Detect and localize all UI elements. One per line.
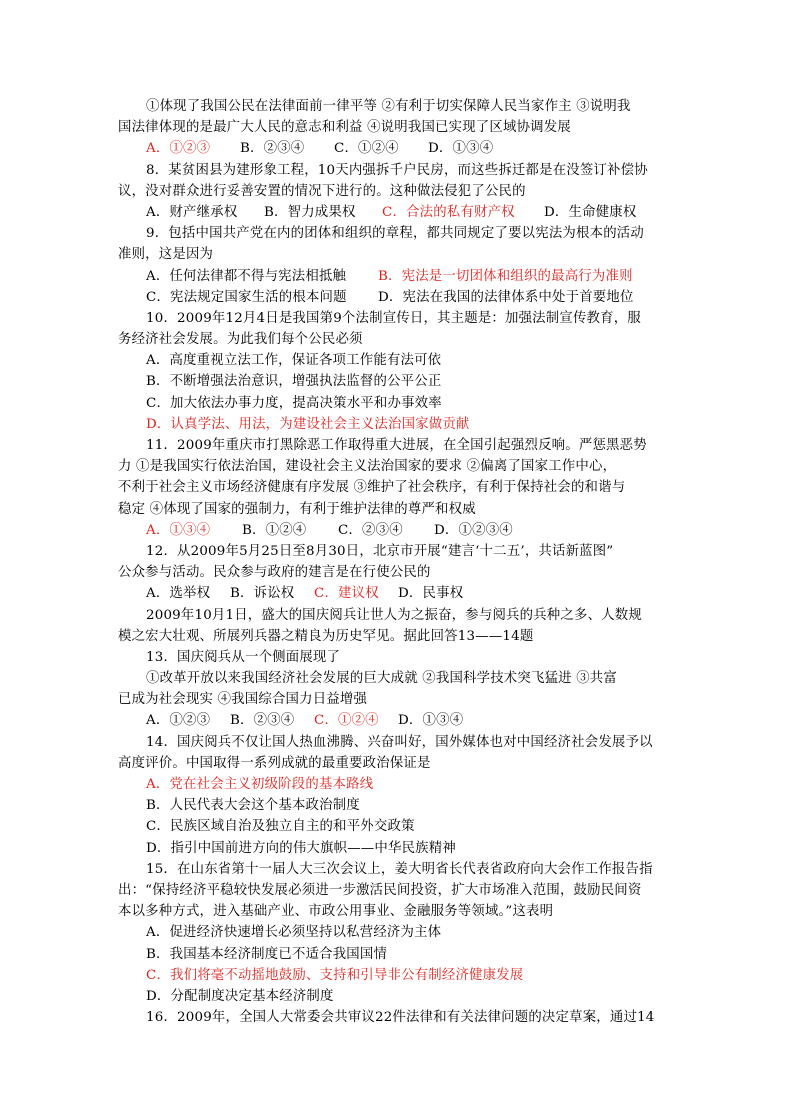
q13-option-a: A．①②③ [146, 713, 211, 729]
q7-option-a: A．①②③ [146, 141, 211, 157]
q11-line4: 稳定 ④体现了国家的强制力，有利于维护法律的尊严和权威 [118, 501, 476, 517]
q15-option-b: B．我国基本经济制度已不适合我国国情 [146, 946, 388, 962]
q11-options [118, 520, 674, 541]
q8-line1: 8．某贫困县为建形象工程，10天内强拆千户民房，而这些拆迁都是在没签订补偿协 [146, 162, 648, 178]
q14-option-d: D．指引中国前进方向的伟大旗帜——中华民族精神 [146, 840, 456, 856]
q15-option-a: A．促进经济快速增长必须坚持以私营经济为主体 [146, 925, 442, 941]
q14-option-b: B．人民代表大会这个基本政治制度 [146, 798, 360, 814]
q9-line2: 准则，这是因为 [118, 247, 214, 263]
q11-option-a: A．①③④ [146, 522, 211, 538]
q10-option-a: A．高度重视立法工作，保证各项工作能有法可依 [146, 353, 442, 369]
q9-line1: 9．包括中国共产党在内的团体和组织的章程，都共同规定了要以宪法为根本的活动 [146, 226, 644, 242]
q10-line2: 务经济社会发展。为此我们每个公民必须 [118, 332, 363, 348]
q9-option-d: D．宪法在我国的法律体系中处于首要地位 [378, 289, 634, 305]
q7-line1: ①体现了我国公民在法律面前一律平等 ②有利于切实保障人民当家作主 ③说明我 [146, 99, 631, 114]
q7-option-b: B．②③④ [240, 141, 305, 157]
q13-line2: ①改革开放以来我国经济社会发展的巨大成就 ②我国科学技术突飞猛进 ③共富 [146, 671, 617, 687]
q15-option-d: D．分配制度决定基本经济制度 [146, 988, 334, 1004]
q11-line1: 11．2009年重庆市打黑除恶工作取得重大进展，在全国引起强烈反响。严惩黑恶势 [146, 438, 647, 453]
q7-options [118, 138, 674, 159]
q14-option-a: A．党在社会主义初级阶段的基本路线 [146, 777, 374, 792]
q16-line1: 16．2009年，全国人大常委会共审议22件法律和有关法律问题的决定草案，通过14 [146, 1010, 655, 1026]
q13-options [118, 710, 674, 731]
q7-option-c: C．①②④ [334, 141, 399, 157]
q12-option-d: D．民事权 [398, 586, 464, 602]
exam-page [118, 96, 674, 1028]
q11-line3: 不利于社会主义市场经济健康有序发展 ③维护了社会秩序，有利于保持社会的和谐与 [118, 480, 626, 496]
q15-line2: 出：“保持经济平稳较快发展必须进一步激活民间投资，扩大市场准入范围，鼓励民间资 [118, 882, 642, 898]
q15-line1: 15．在山东省第十一届人大三次会议上，姜大明省长代表省政府向大会作工作报告指 [146, 861, 653, 877]
intro-line2: 模之宏大壮观、所展列兵器之精良为历史罕见。据此回答13——14题 [118, 628, 534, 644]
q11-option-c: C．②③④ [338, 522, 403, 538]
q7-option-d: D．①③④ [428, 141, 494, 157]
q12-option-a: A．选举权 [146, 586, 211, 602]
q12-line2: 公众参与活动。民众参与政府的建言是在行使公民的 [118, 565, 431, 581]
q11-option-d: D．①②③④ [434, 522, 513, 538]
q11-line2: 力 ①是我国实行依法治国，建设社会主义法治国家的要求 ②偏离了国家工作中心， [118, 459, 617, 475]
q8-option-b: B．智力成果权 [264, 204, 356, 220]
q12-line1: 12．从2009年5月25日至8月30日，北京市开展“建言‘十二五’，共话新蓝图” [146, 543, 614, 559]
q9-option-b: B．宪法是一切团体和组织的最高行为准则 [378, 268, 633, 284]
q15-option-c: C．我们将毫不动摇地鼓励、支持和引导非公有制经济健康发展 [146, 967, 524, 983]
q14-option-c: C．民族区域自治及独立自主的和平外交政策 [146, 819, 415, 835]
q8-option-a: A．财产继承权 [146, 204, 238, 220]
q10-option-d: D．认真学法、用法，为建设社会主义法治国家做贡献 [146, 416, 470, 432]
q12-option-b: B．诉讼权 [230, 586, 295, 602]
q9-options-cd [118, 287, 674, 308]
q10-line1: 10．2009年12月4日是我国第9个法制宣传日，其主题是：加强法制宣传教育，服 [146, 310, 641, 326]
q8-option-c: C．合法的私有财产权 [382, 204, 515, 220]
q8-line2: 议，没对群众进行妥善安置的情况下进行的。这种做法侵犯了公民的 [118, 183, 526, 199]
q8-option-d: D．生命健康权 [544, 204, 637, 220]
q8-options [118, 202, 674, 223]
q14-line1: 14．国庆阅兵不仅让国人热血沸腾、兴奋叫好，国外媒体也对中国经济社会发展予以 [146, 734, 653, 750]
q10-option-b: B．不断增强法治意识，增强执法监督的公平公正 [146, 374, 442, 390]
q13-line3: 已成为社会现实 ④我国综合国力日益增强 [118, 692, 368, 708]
intro-line1: 2009年10月1日，盛大的国庆阅兵让世人为之振奋，参与阅兵的兵种之多、人数规 [146, 607, 642, 623]
q7-line2: 国法律体现的是最广大人民的意志和利益 ④说明我国已实现了区域协调发展 [118, 120, 571, 136]
q9-option-c: C．宪法规定国家生活的根本问题 [146, 289, 347, 305]
q9-option-a: A．任何法律都不得与宪法相抵触 [146, 268, 347, 284]
q12-options [118, 583, 674, 604]
q12-option-c: C．建议权 [314, 586, 379, 602]
q11-option-b: B．①②④ [242, 522, 307, 538]
q13-option-b: B．②③④ [230, 713, 295, 729]
q15-line3: 本以多种方式，进入基础产业、市政公用事业、金融服务等领域。”这表明 [118, 904, 554, 920]
q9-options-ab [118, 266, 674, 287]
q13-option-d: D．①③④ [398, 713, 464, 729]
q14-line2: 高度评价。中国取得一系列成就的最重要政治保证是 [118, 755, 431, 771]
q13-line1: 13．国庆阅兵从一个侧面展现了 [146, 649, 341, 665]
q10-option-c: C．加大依法办事力度，提高决策水平和办事效率 [146, 395, 442, 411]
q13-option-c: C．①②④ [314, 713, 379, 729]
